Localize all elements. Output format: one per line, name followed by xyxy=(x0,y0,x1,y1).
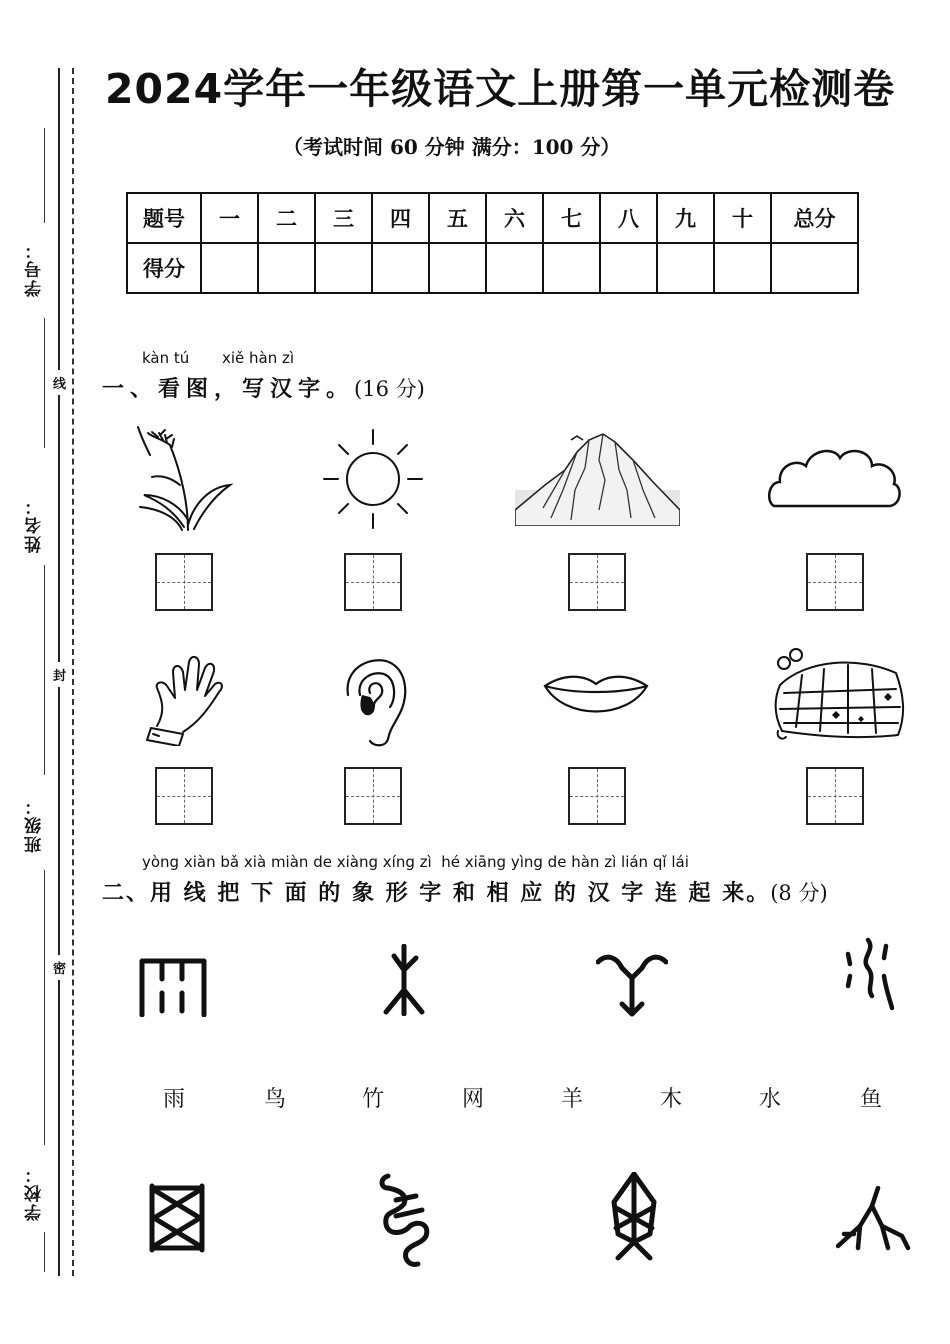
col-header: 三 xyxy=(315,193,372,243)
col-header: 十 xyxy=(714,193,771,243)
score-cell[interactable] xyxy=(600,243,657,293)
answer-box-ear[interactable] xyxy=(344,767,402,825)
seal-line-mark: 线 xyxy=(53,370,66,395)
q1-title-text: 一、看图，写汉字。 xyxy=(102,377,355,402)
oracle-fish-glyph xyxy=(604,1172,664,1262)
answer-box-cloud[interactable] xyxy=(806,553,864,611)
q2-pinyin: yòng xiàn bǎ xià miàn de xiàng xíng zì hé xiāng yìng de hàn zì lián qǐ lái xyxy=(142,853,689,871)
score-cell[interactable] xyxy=(258,243,315,293)
score-cell[interactable] xyxy=(486,243,543,293)
class-label: 班级： xyxy=(25,796,45,853)
ear-picture xyxy=(340,655,410,747)
q1-pinyin-xiehanzi: xiě hàn zì xyxy=(222,349,295,367)
col-header: 八 xyxy=(600,193,657,243)
score-table-header-row xyxy=(127,193,858,243)
hanzi-water[interactable]: 水 xyxy=(759,1087,782,1112)
score-cell[interactable] xyxy=(201,243,258,293)
total-score-cell[interactable] xyxy=(771,243,858,293)
hanzi-net[interactable]: 网 xyxy=(462,1087,485,1112)
oracle-sheep-glyph xyxy=(596,948,668,1018)
hanzi-fish[interactable]: 鱼 xyxy=(860,1087,883,1112)
total-header: 总分 xyxy=(771,193,858,243)
score-cell[interactable] xyxy=(543,243,600,293)
answer-box-mouth[interactable] xyxy=(568,767,626,825)
col-header: 五 xyxy=(429,193,486,243)
col-header: 二 xyxy=(258,193,315,243)
class-line-top xyxy=(44,565,45,775)
hanzi-bamboo[interactable]: 竹 xyxy=(362,1087,385,1112)
answer-box-hand[interactable] xyxy=(155,767,213,825)
grass-plant-picture xyxy=(130,425,235,535)
col-header: 六 xyxy=(486,193,543,243)
exam-info: （考试时间 60 分钟 满分：100 分） xyxy=(283,135,621,159)
name-label: 姓名： xyxy=(25,496,45,553)
col-header: 一 xyxy=(201,193,258,243)
hanzi-wood[interactable]: 木 xyxy=(660,1087,683,1112)
school-line-top xyxy=(44,870,45,1145)
oracle-bamboo-glyph xyxy=(138,955,208,1017)
score-cell[interactable] xyxy=(372,243,429,293)
score-table-score-row xyxy=(127,243,858,293)
hanzi-sheep[interactable]: 羊 xyxy=(561,1087,584,1112)
q2-title xyxy=(102,876,828,907)
school-label: 学校： xyxy=(25,1164,45,1221)
student-no-line xyxy=(44,128,45,223)
q2-score: (8 分) xyxy=(770,881,828,905)
hand-picture xyxy=(143,652,225,746)
col-header: 四 xyxy=(372,193,429,243)
mouth-picture xyxy=(543,672,649,724)
hanzi-rain[interactable]: 雨 xyxy=(163,1087,186,1112)
score-row-header: 得分 xyxy=(127,243,201,293)
score-cell[interactable] xyxy=(657,243,714,293)
oracle-net-glyph xyxy=(148,1182,206,1254)
oracle-rain-glyph xyxy=(832,1186,912,1254)
col-header: 七 xyxy=(543,193,600,243)
oracle-bird-glyph xyxy=(374,1170,434,1270)
hanzi-bird[interactable]: 鸟 xyxy=(264,1087,287,1112)
binding-dashed-line xyxy=(72,68,74,1276)
name-line-top xyxy=(44,318,45,448)
answer-box-mountain[interactable] xyxy=(568,553,626,611)
score-cell[interactable] xyxy=(429,243,486,293)
q2-title-text: 二、用 线 把 下 面 的 象 形 字 和 相 应 的 汉 字 连 起 来。 xyxy=(102,881,771,906)
score-cell[interactable] xyxy=(714,243,771,293)
answer-box-field[interactable] xyxy=(806,767,864,825)
score-table xyxy=(126,192,859,294)
school-line-bottom xyxy=(44,1232,45,1272)
oracle-water-glyph xyxy=(842,936,894,1012)
mountain-picture xyxy=(515,430,680,526)
answer-box-grass[interactable] xyxy=(155,553,213,611)
cloud-picture xyxy=(768,442,902,514)
score-cell[interactable] xyxy=(315,243,372,293)
answer-box-sun[interactable] xyxy=(344,553,402,611)
q1-pinyin-kantu: kàn tú xyxy=(142,349,190,367)
seal-dense-mark: 密 xyxy=(53,955,66,980)
col-header: 九 xyxy=(657,193,714,243)
field-picture xyxy=(772,645,908,743)
question-number-header: 题号 xyxy=(127,193,201,243)
seal-seal-mark: 封 xyxy=(53,662,66,687)
q1-score: (16 分) xyxy=(354,377,425,401)
page-title: 2024学年一年级语文上册第一单元检测卷 xyxy=(105,65,896,113)
q1-title xyxy=(102,372,425,403)
sun-picture xyxy=(322,428,424,530)
oracle-wood-glyph xyxy=(382,944,426,1016)
student-no-label: 学号： xyxy=(25,240,45,297)
